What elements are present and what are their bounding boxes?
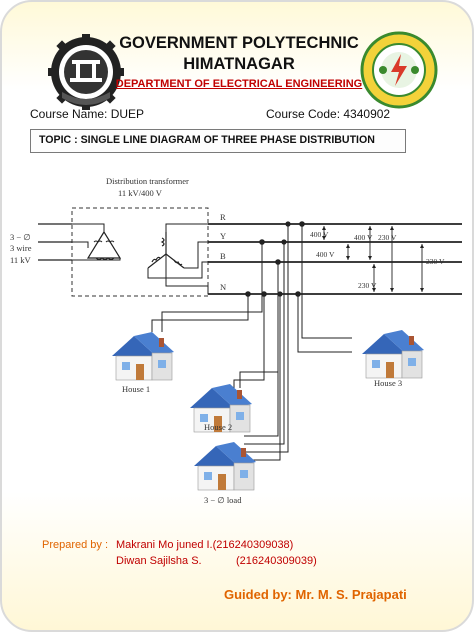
voltage-yb: 400 V <box>316 250 335 259</box>
bus-n-label: N <box>220 282 227 292</box>
three-phase-load-icon <box>194 442 256 490</box>
course-name: Course Name: DUEP <box>30 107 145 121</box>
voltage-ry: 400 V <box>310 230 329 239</box>
student-2-name: Diwan Sajilsha S. <box>116 555 202 567</box>
voltage-yn: 230 V <box>426 257 445 266</box>
bus-b-label: B <box>220 251 226 261</box>
course-code: Course Code: 4340902 <box>266 107 391 121</box>
supply-wire-label: 3 wire <box>10 243 32 253</box>
bus-r-label: R <box>220 212 226 222</box>
transformer-rating: 11 kV/400 V <box>118 188 162 198</box>
single-line-diagram <box>2 162 474 542</box>
college-name: GOVERNMENT POLYTECHNIC <box>119 34 359 52</box>
house-3-label: House 3 <box>374 378 403 388</box>
house-2-label: House 2 <box>204 422 233 432</box>
supply-voltage-label: 11 kV <box>10 255 31 265</box>
house-1-label: House 1 <box>122 384 151 394</box>
three-phase-load-label: 3 − ∅ load <box>204 495 242 505</box>
student-1: Makrani Mo juned I.(216240309038) <box>116 539 294 551</box>
voltage-rn: 230 V <box>378 233 397 242</box>
guided-by: Guided by: Mr. M. S. Prajapati <box>224 587 407 602</box>
supply-phase-label: 3 − ∅ <box>10 232 31 242</box>
prepared-by-label: Prepared by : <box>42 539 109 551</box>
voltage-bn: 230 V <box>358 281 377 290</box>
delta-winding <box>88 232 120 258</box>
electrical-department-logo-icon <box>359 30 439 110</box>
college-city: HIMATNAGAR <box>183 55 295 73</box>
transformer-box <box>72 208 208 296</box>
transformer-label: Distribution transformer <box>106 176 189 186</box>
house-3-icon <box>362 330 424 378</box>
bus-y-label: Y <box>220 231 227 241</box>
student-2-roll: (216240309039) <box>236 555 317 567</box>
department-name: DEPARTMENT OF ELECTRICAL ENGINEERING <box>115 78 363 90</box>
house-1-icon <box>112 332 174 380</box>
topic-box: TOPIC : SINGLE LINE DIAGRAM OF THREE PHASE DISTRIBUTION <box>30 129 406 153</box>
voltage-rb: 400 V <box>354 233 373 242</box>
